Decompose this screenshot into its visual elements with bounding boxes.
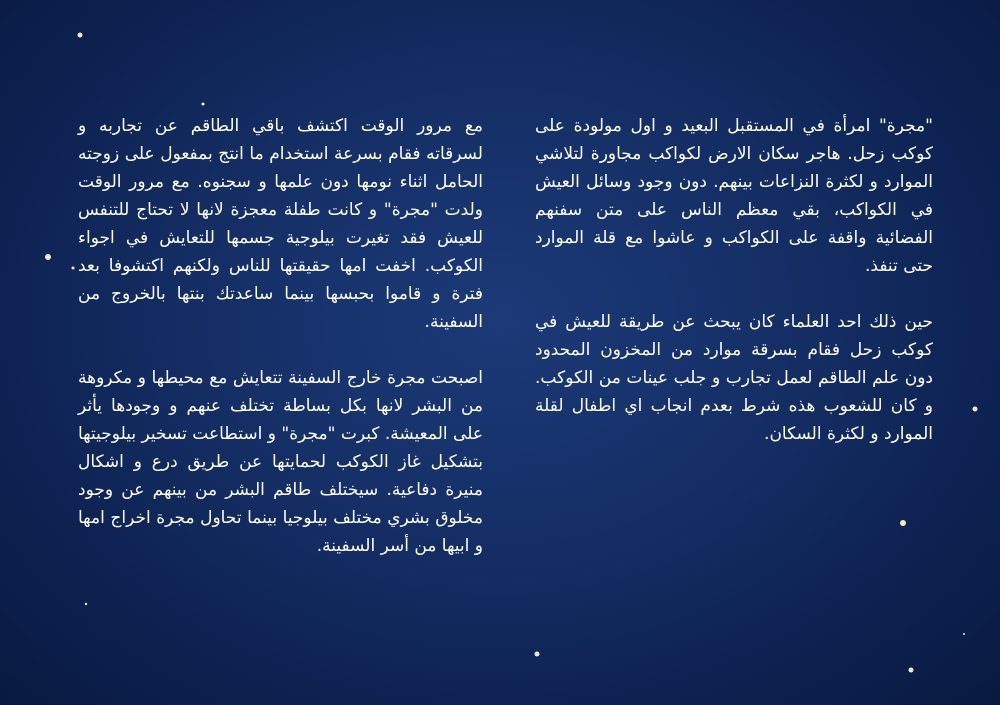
star [535, 652, 540, 657]
star [202, 103, 205, 106]
star [72, 267, 75, 270]
story-paragraph-1: "مجرة" امرأة في المستقبل البعيد و اول مولودة على كوكب زحل. هاجر سكان الارض لكواكب مجاورة لتلاشي الموارد و لكثرة النزاعات بينهم. دون وجود وسائل العيش في الكواكب، بقي معظم الناس على متن سفنهم الفضائية واقفة على الكواكب و عاشوا مع قلة الموارد حتى تنفذ. [535, 116, 933, 276]
right-text-column [535, 112, 933, 448]
star [973, 407, 978, 412]
story-paragraph-2: حين ذلك احد العلماء كان يبحث عن طريقة للعيش في كوكب زحل فقام بسرقة موارد من المخزون المحدود دون علم الطاقم لعمل تجارب و جلب عينات من الكوكب. و كان للشعوب هذه شرط بعدم انجاب اي اطفال لقلة الموارد و لكثرة السكان. [535, 312, 933, 444]
star [963, 633, 965, 635]
left-text-column [78, 112, 483, 560]
star [909, 668, 914, 673]
star [900, 520, 906, 526]
star [45, 254, 51, 260]
story-paragraph-3: مع مرور الوقت اكتشف باقي الطاقم عن تجاربه و لسرقاته فقام بسرعة استخدام ما انتج بمفعول على زوجته الحامل اثناء نومها دون علمها و سجنوه. مع مرور الوقت ولدت "مجرة" و كانت طفلة معجزة لانها لا تحتاج للتنفس للعيش فقد تغيرت بيلوجية جسمها للتعايش في اجواء الكوكب. اخفت امها حقيقتها للناس ولكنهم اكتشوفا بعد فترة و قاموا بحبسها بينما ساعدتك بنتها بالخروج من السفينة. [78, 116, 483, 332]
star [78, 33, 83, 38]
star [85, 603, 87, 605]
story-paragraph-4: اصبحت مجرة خارج السفينة تتعايش مع محيطها و مكروهة من البشر لانها بكل بساطة تختلف عنهم و وجودها يأثر على المعيشة. كبرت "مجرة" و استطاعت تسخير بيلوجيتها بتشكيل غاز الكوكب لحمايتها عن طريق درع و اشكال منيرة دفاعية. سيختلف طاقم البشر من بينهم عن وجود مخلوق بشري مختلف بيلوجيا بينما تحاول مجرة اخراج امها و ابيها من أسر السفينة. [78, 368, 483, 556]
